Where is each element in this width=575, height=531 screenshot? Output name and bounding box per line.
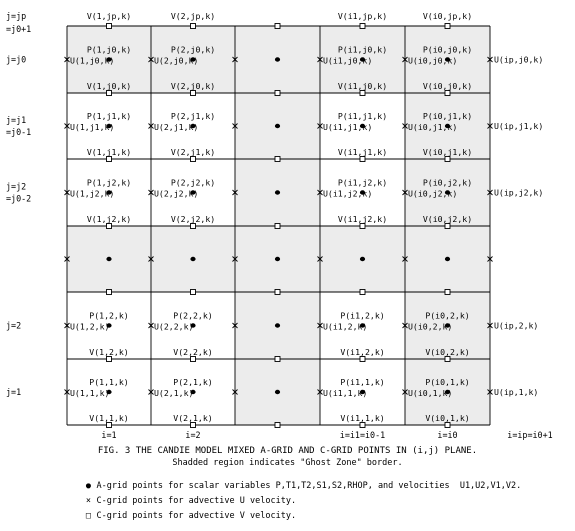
p-label: P(i0,1,k): [425, 377, 470, 387]
row-label: j=j2: [6, 181, 27, 192]
v-point-square: [360, 24, 365, 29]
v-label: V(i0,j1,k): [422, 147, 473, 157]
p-label: P(1,j0,k): [86, 44, 132, 55]
v-label: V(i0,j0,k): [422, 81, 473, 91]
u-label: U(1,2,k): [70, 321, 110, 332]
right-u-label: U(ip,j1,k): [494, 121, 544, 131]
right-u-label: U(ip,j0,k): [494, 54, 544, 65]
v-point-square: [107, 290, 112, 295]
row-label-alt: =j0-2: [6, 193, 32, 204]
column-label: i=1: [101, 430, 117, 440]
v-point-square: [107, 91, 112, 96]
p-label: P(i1,j2,k): [337, 177, 388, 188]
top-v-label: V(i0,jp,k): [422, 11, 473, 21]
v-label: V(2,2,k): [173, 347, 213, 357]
v-point-square: [107, 357, 112, 362]
p-label: P(1,j2,k): [86, 177, 132, 188]
u-label: U(i0,1,k): [408, 388, 453, 398]
v-label: V(i0,j2,k): [422, 214, 473, 224]
p-label: P(i0,2,k): [425, 310, 470, 321]
v-label: V(1,2,k): [89, 347, 129, 357]
u-label: U(i1,j2,k): [323, 188, 373, 199]
v-point-square: [107, 157, 112, 162]
p-label: P(2,j0,k): [170, 44, 216, 55]
a-grid-point-dot: [275, 57, 280, 61]
u-label: U(i0,j2,k): [408, 188, 458, 199]
v-point-square: [360, 290, 365, 295]
figure-caption-title: FIG. 3 THE CANDIE MODEL MIXED A-GRID AND C-GRID POINTS IN (i,j) PLANE.: [97, 446, 478, 456]
v-label: V(i1,j2,k): [337, 214, 388, 224]
v-point-square: [107, 423, 112, 428]
open-square-icon: □: [85, 511, 92, 521]
v-point-square: [445, 24, 450, 29]
v-label: V(i1,1,k): [340, 413, 385, 423]
v-point-square: [275, 91, 280, 96]
v-point-square: [107, 224, 112, 229]
a-grid-point-dot: [275, 190, 280, 194]
legend-item-c-grid-v: [60, 501, 296, 531]
a-grid-point-dot: [275, 257, 280, 261]
u-label: U(2,j0,k): [154, 55, 199, 66]
v-point-square: [275, 224, 280, 229]
p-label: P(i1,j1,k): [337, 111, 388, 121]
u-label: U(1,1,k): [70, 388, 110, 398]
v-label: V(1,j2,k): [86, 214, 132, 224]
v-point-square: [275, 423, 280, 428]
v-point-square: [275, 357, 280, 362]
u-label: U(2,2,k): [154, 321, 194, 332]
u-label: U(i0,j0,k): [408, 55, 458, 66]
v-label: V(2,1,k): [173, 413, 213, 423]
u-label: U(1,j1,k): [70, 122, 115, 132]
v-label: V(i0,1,k): [425, 413, 470, 423]
row-label-alt: =j0-1: [6, 127, 32, 137]
cross-icon: ×: [85, 496, 92, 506]
right-u-label: U(ip,1,k): [494, 387, 539, 397]
p-label: P(1,2,k): [89, 310, 129, 321]
v-point-square: [445, 157, 450, 162]
v-point-square: [275, 24, 280, 29]
v-label: V(i1,2,k): [340, 347, 385, 357]
v-label: V(1,j0,k): [86, 81, 132, 91]
u-label: U(i1,j0,k): [323, 55, 373, 66]
v-point-square: [191, 157, 196, 162]
v-point-square: [445, 290, 450, 295]
v-point-square: [360, 423, 365, 428]
v-point-square: [445, 423, 450, 428]
v-point-square: [191, 290, 196, 295]
p-label: P(i0,j0,k): [422, 44, 473, 55]
a-grid-point-dot: [360, 257, 365, 261]
v-label: V(i1,j0,k): [337, 81, 388, 91]
v-point-square: [360, 224, 365, 229]
p-label: P(1,1,k): [89, 377, 129, 387]
top-v-label: V(2,jp,k): [170, 11, 216, 21]
u-label: U(i1,1,k): [323, 388, 368, 398]
row-label: j=1: [6, 387, 22, 397]
a-grid-point-dot: [445, 257, 450, 261]
u-label: U(i0,2,k): [408, 321, 453, 332]
legend-text-a-grid: A-grid points for scalar variables P,T1,T2,S1,S2,RHOP, and velocities U1,U2,V1,V2.: [96, 481, 522, 491]
row-label-jp-alt: =j0+1: [6, 24, 32, 34]
v-label: V(2,j2,k): [170, 214, 216, 224]
p-label: P(i1,2,k): [340, 310, 385, 321]
p-label: P(2,j1,k): [170, 111, 216, 121]
v-point-square: [275, 157, 280, 162]
top-v-label: V(i1,jp,k): [337, 11, 388, 21]
u-label: U(2,j2,k): [154, 188, 199, 199]
v-label: V(i1,j1,k): [337, 147, 388, 157]
figure-caption-subtitle: Shadded region indicates "Ghost Zone" border.: [172, 458, 403, 468]
legend-text-c-grid-v: C-grid points for advective V velocity.: [96, 511, 297, 521]
v-point-square: [191, 24, 196, 29]
v-point-square: [360, 91, 365, 96]
v-label: V(2,j1,k): [170, 147, 216, 157]
column-label: i=2: [185, 430, 201, 440]
u-label: U(2,1,k): [154, 388, 194, 398]
v-label: V(2,j0,k): [170, 81, 216, 91]
v-point-square: [191, 224, 196, 229]
p-label: P(1,j1,k): [86, 111, 132, 121]
p-label: P(2,2,k): [173, 310, 213, 321]
v-point-square: [445, 357, 450, 362]
v-point-square: [445, 91, 450, 96]
v-point-square: [275, 290, 280, 295]
v-label: V(1,j1,k): [86, 147, 132, 157]
column-label-ip: i=ip=i0+1: [507, 430, 553, 440]
u-label: U(i1,2,k): [323, 321, 368, 332]
v-point-square: [191, 91, 196, 96]
v-point-square: [107, 24, 112, 29]
row-label-jp: j=jp: [6, 11, 27, 21]
u-label: U(1,j2,k): [70, 188, 115, 199]
v-point-square: [445, 224, 450, 229]
p-label: P(2,j2,k): [170, 177, 216, 188]
p-label: P(i1,1,k): [340, 377, 385, 387]
row-label: j=j1: [6, 115, 27, 125]
a-grid-point-dot: [190, 257, 195, 261]
row-label: j=j0: [6, 54, 27, 65]
p-label: P(i0,j1,k): [422, 111, 473, 121]
a-grid-point-dot: [275, 124, 280, 128]
v-point-square: [360, 357, 365, 362]
p-label: P(2,1,k): [173, 377, 213, 387]
p-label: P(i0,j2,k): [422, 177, 473, 188]
u-label: U(1,j0,k): [70, 55, 115, 66]
legend-text-c-grid-u: C-grid points for advective U velocity.: [96, 496, 297, 506]
a-grid-point-dot: [275, 390, 280, 394]
v-point-square: [191, 423, 196, 428]
column-label: i=i0: [437, 430, 458, 440]
u-label: U(i0,j1,k): [408, 122, 458, 132]
row-label: j=2: [6, 320, 22, 331]
p-label: P(i1,j0,k): [337, 44, 388, 55]
filled-dot-icon: ●: [85, 481, 92, 491]
a-grid-point-dot: [275, 323, 280, 327]
v-label: V(i0,2,k): [425, 347, 470, 357]
column-label: i=i1=i0-1: [339, 430, 386, 440]
top-v-label: V(1,jp,k): [86, 11, 132, 21]
v-point-square: [191, 357, 196, 362]
u-label: U(i1,j1,k): [323, 122, 373, 132]
u-label: U(2,j1,k): [154, 122, 199, 132]
a-grid-point-dot: [106, 257, 111, 261]
right-u-label: U(ip,j2,k): [494, 187, 544, 198]
v-label: V(1,1,k): [89, 413, 129, 423]
v-point-square: [360, 157, 365, 162]
right-u-label: U(ip,2,k): [494, 320, 539, 331]
